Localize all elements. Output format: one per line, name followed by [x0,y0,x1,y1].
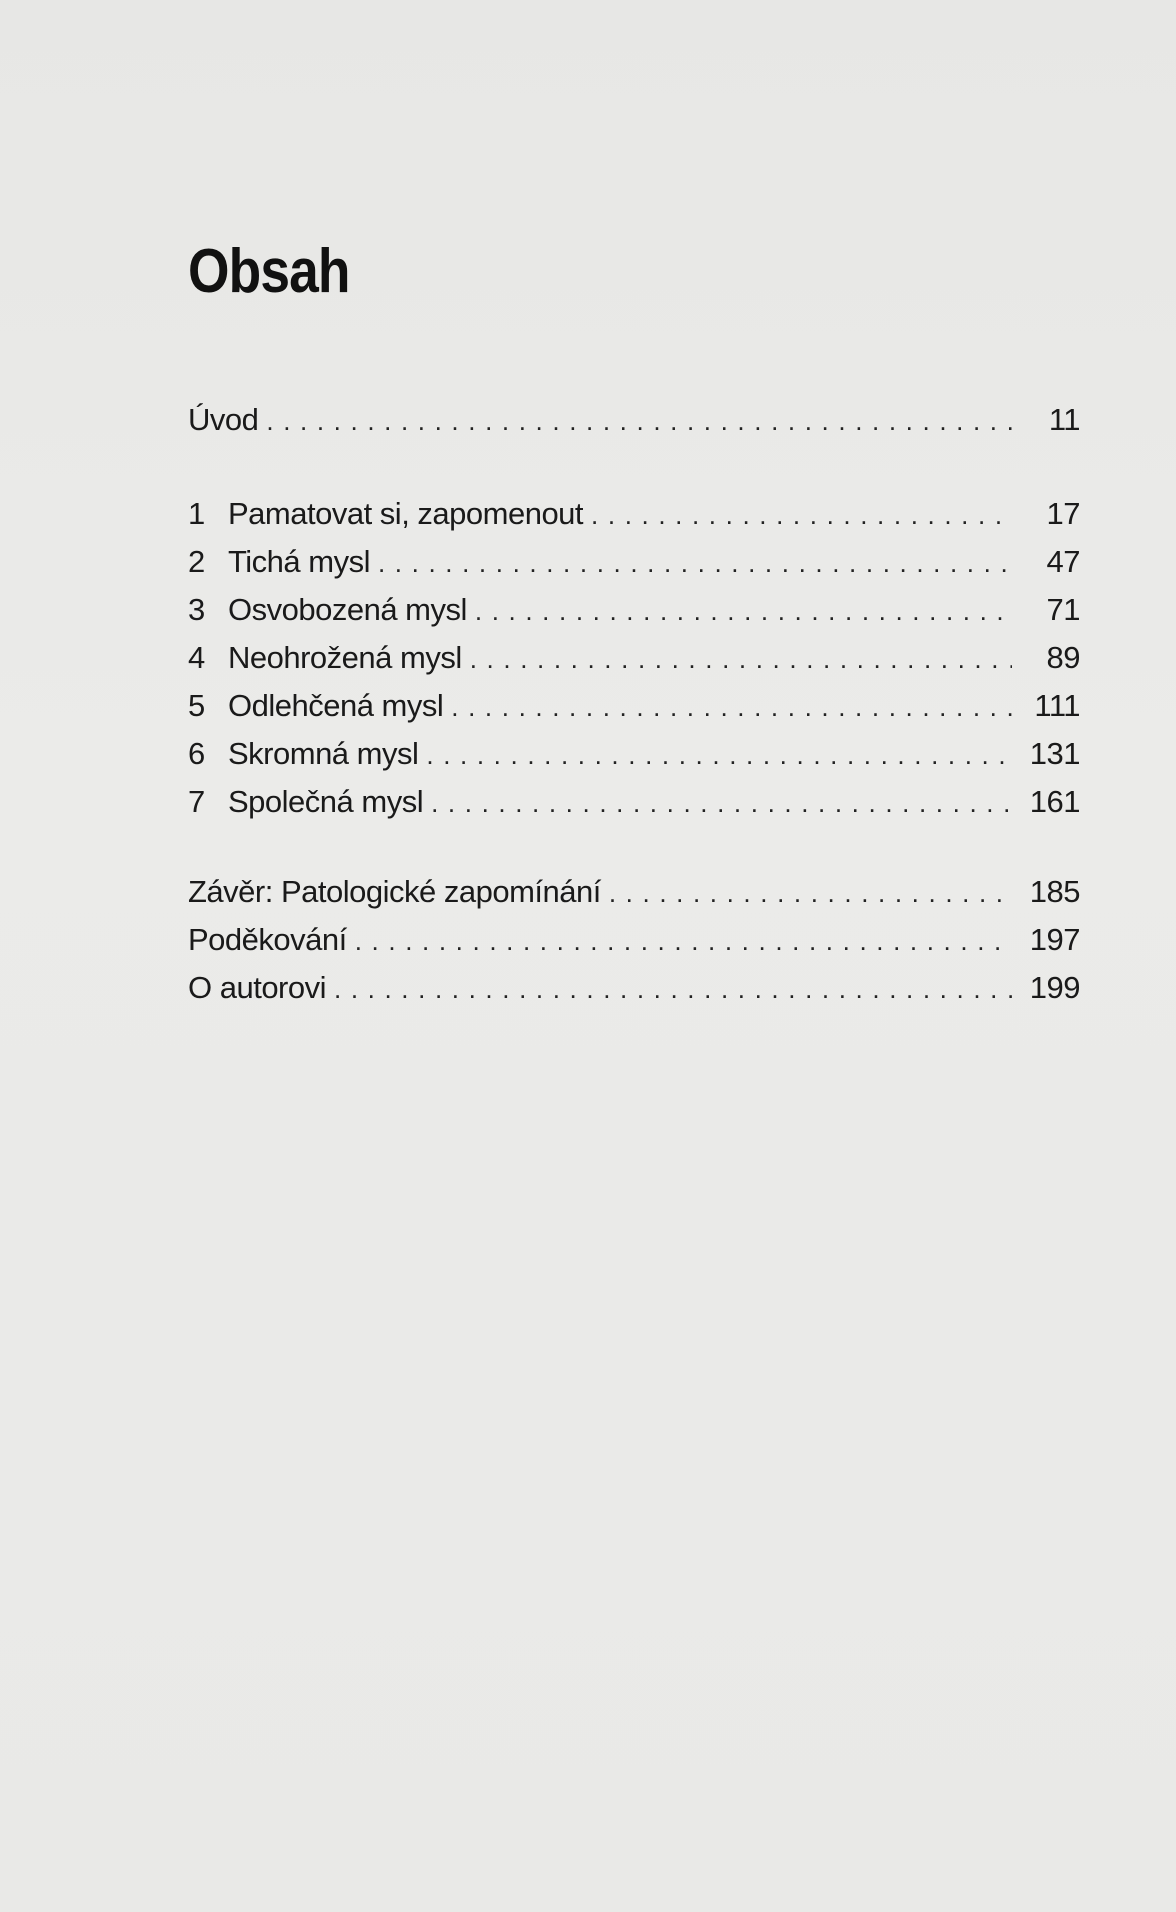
toc-entry-page: 11 [1048,402,1080,437]
toc-intro-group [188,396,1080,444]
toc-entry-label: Tichá mysl [228,544,370,579]
dot-leader [451,683,1012,731]
toc-chapter-entry [188,634,1080,682]
toc-entry-page: 161 [1029,784,1080,819]
toc-chapter-entry [188,730,1080,778]
dot-leader [475,587,1012,635]
toc-entry [188,868,1080,916]
chapter-number: 5 [188,688,205,723]
page-title: Obsah [188,237,350,306]
toc-entry [188,964,1080,1012]
chapter-number: 6 [188,736,205,771]
toc-entry-label: O autorovi [188,970,327,1005]
toc-entry-label: Úvod [188,402,259,437]
chapter-number: 3 [188,592,205,627]
chapter-number: 4 [188,640,205,675]
dot-leader [378,539,1012,587]
toc-entry-page: 17 [1046,496,1080,531]
dot-leader [431,779,1012,827]
toc-entry-label: Skromná mysl [228,736,419,771]
toc-entry-label: Pamatovat si, zapomenout [228,496,584,531]
chapter-number: 7 [188,784,205,819]
toc-chapter-entry [188,586,1080,634]
toc-entry-page: 111 [1034,688,1080,723]
dot-leader [266,397,1012,445]
dot-leader [609,869,1012,917]
toc-chapters-group [188,490,1080,826]
toc-entry-page: 185 [1029,874,1080,909]
dot-leader [470,635,1012,683]
dot-leader [355,917,1012,965]
toc-entry-page: 197 [1029,922,1080,957]
toc-entry [188,396,1080,444]
toc-entry-label: Poděkování [188,922,347,957]
toc-chapter-entry [188,682,1080,730]
toc-entry-page: 131 [1029,736,1080,771]
toc-entry-label: Společná mysl [228,784,424,819]
dot-leader [426,731,1012,779]
toc-chapter-entry [188,778,1080,826]
dot-leader [591,491,1012,539]
chapter-number: 1 [188,496,205,531]
toc-entry-page: 47 [1046,544,1080,579]
toc-entry-label: Osvobozená mysl [228,592,467,627]
dot-leader [334,965,1012,1013]
toc-entry [188,916,1080,964]
toc-chapter-entry [188,490,1080,538]
toc-entry-page: 199 [1029,970,1080,1005]
chapter-number: 2 [188,544,205,579]
toc-chapter-entry [188,538,1080,586]
toc-entry-label: Závěr: Patologické zapomínání [188,874,601,909]
toc-entry-page: 71 [1046,592,1080,627]
toc-entry-label: Odlehčená mysl [228,688,444,723]
toc-entry-label: Neohrožená mysl [228,640,462,675]
toc-back-matter-group [188,868,1080,1012]
toc-entry-page: 89 [1046,640,1080,675]
